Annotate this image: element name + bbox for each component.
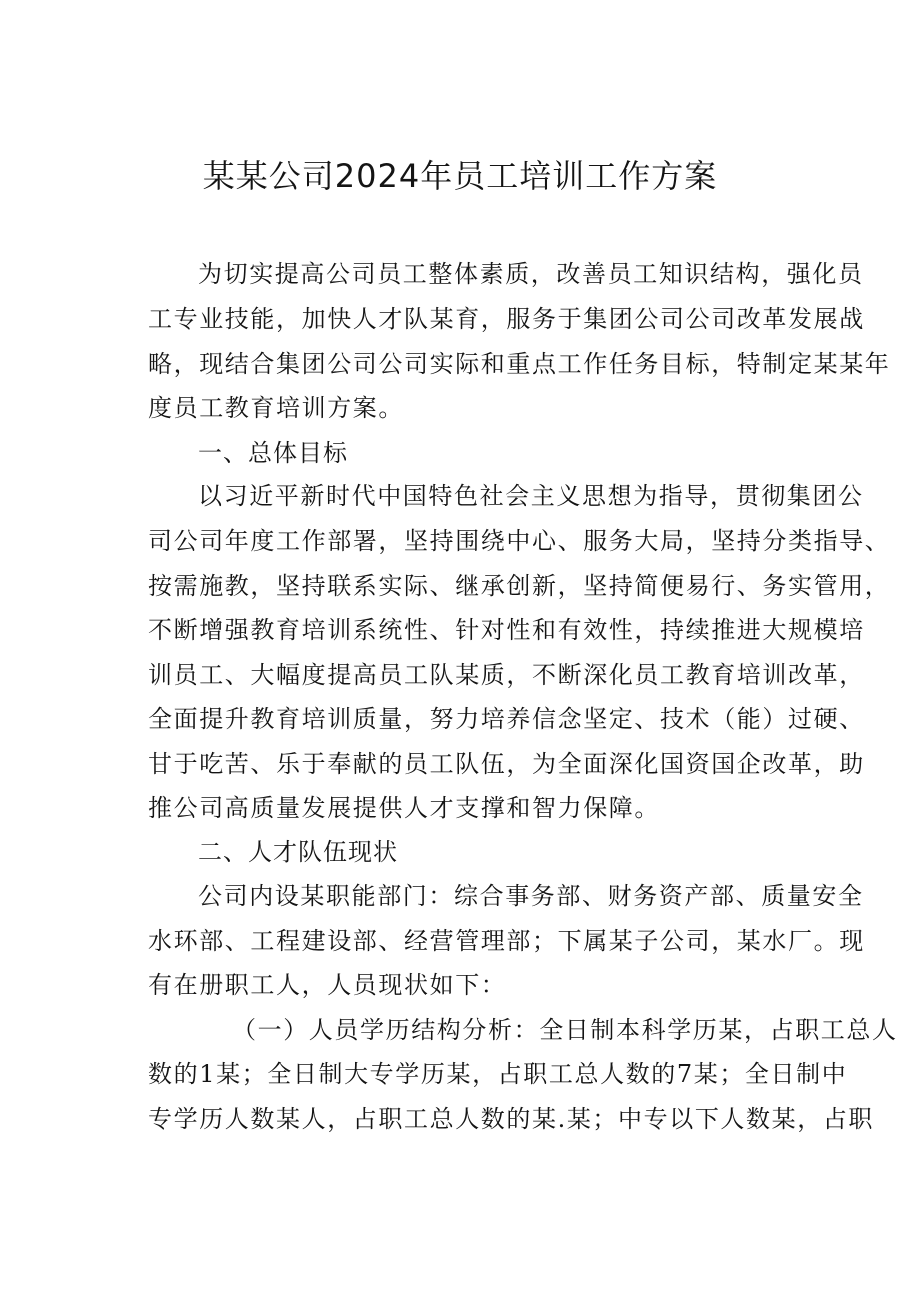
paragraph-line: 有在册职工人，人员现状如下： xyxy=(148,971,507,999)
section-heading-talent-status: 二、人才队伍现状 xyxy=(198,838,398,866)
subsection-line: 专学历人数某人，占职工总人数的某.某；中专以下人数某，占职 xyxy=(148,1105,875,1133)
paragraph-line: 不断增强教育培训系统性、针对性和有效性，持续推进大规模培 xyxy=(148,616,865,644)
intro-line: 略，现结合集团公司公司实际和重点工作任务目标，特制定某某年 xyxy=(148,350,891,378)
paragraph-line: 公司内设某职能部门：综合事务部、财务资产部、质量安全 xyxy=(198,882,864,910)
paragraph-line: 按需施教，坚持联系实际、继承创新，坚持简便易行、务实管用， xyxy=(148,572,891,600)
intro-line: 度员工教育培训方案。 xyxy=(148,394,404,422)
intro-line: 工专业技能，加快人才队某育，服务于集团公司公司改革发展战 xyxy=(148,305,865,333)
paragraph-line: 水环部、工程建设部、经营管理部；下属某子公司，某水厂。现 xyxy=(148,927,865,955)
section-heading-overall-goal: 一、总体目标 xyxy=(198,439,348,467)
subsection-line: 数的1某；全日制大专学历某，占职工总人数的7某；全日制中 xyxy=(148,1060,848,1088)
paragraph-line: 全面提升教育培训质量，努力培养信念坚定、技术（能）过硬、 xyxy=(148,705,865,733)
paragraph-line: 司公司年度工作部署，坚持围绕中心、服务大局，坚持分类指导、 xyxy=(148,527,891,555)
paragraph-line: 训员工、大幅度提高员工队某质，不断深化员工教育培训改革， xyxy=(148,661,865,689)
intro-line: 为切实提高公司员工整体素质，改善员工知识结构，强化员 xyxy=(198,260,864,288)
document-title: 某某公司2024年员工培训工作方案 xyxy=(202,157,718,195)
paragraph-line: 甘于吃苦、乐于奉献的员工队伍，为全面深化国资国企改革，助 xyxy=(148,750,865,778)
subsection-line: （一）人员学历结构分析：全日制本科学历某，占职工总人 xyxy=(232,1016,898,1044)
paragraph-line: 推公司高质量发展提供人才支撑和智力保障。 xyxy=(148,794,660,822)
paragraph-line: 以习近平新时代中国特色社会主义思想为指导，贯彻集团公 xyxy=(198,482,864,510)
